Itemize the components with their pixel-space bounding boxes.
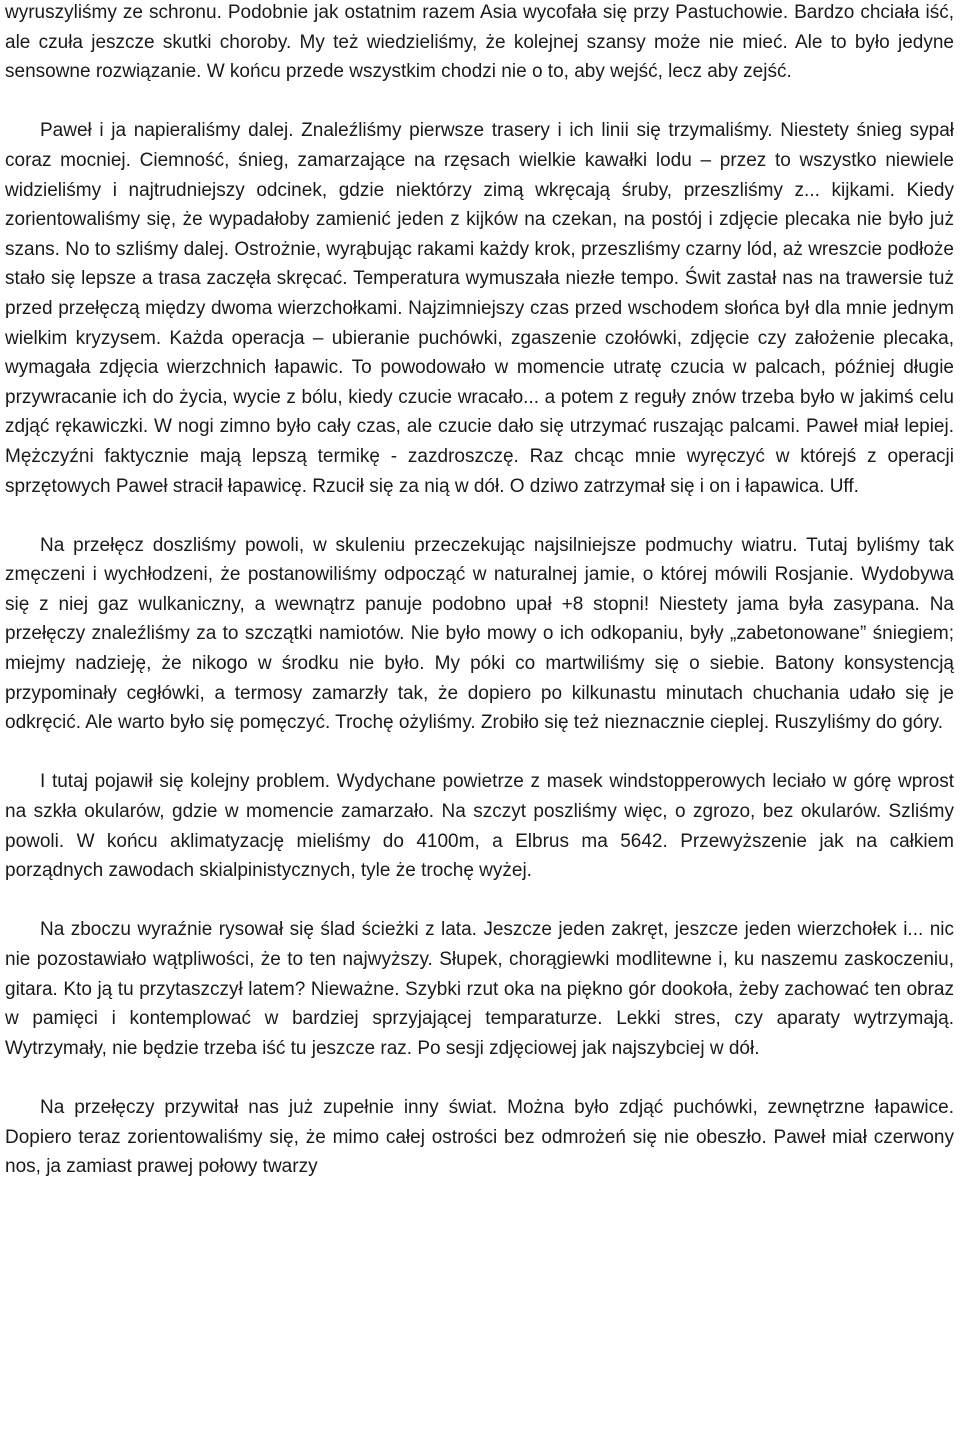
paragraph-spacer (5, 738, 954, 768)
paragraph-spacer (5, 1063, 954, 1093)
paragraph-6: Na przełęczy przywitał nas już zupełnie inny świat. Można było zdjąć puchówki, zewnętrzne łapawice. Dopiero teraz zorientowaliśmy się, że mimo całej ostrości bez odmrożeń się nie obeszło. Paweł miał czerwony nos, ja zamiast prawej połowy twarzy (5, 1096, 954, 1178)
paragraph-2: Paweł i ja napieraliśmy dalej. Znaleźliśmy pierwsze trasery i ich linii się trzymaliśmy. Niestety śnieg sypał coraz mocniej. Ciemność, śnieg, zamarzające na rzęsach wielkie kawałki lodu – przez to wszystko niewiele widzieliśmy i najtrudniejszy odcinek, gdzie niektórzy zimą wkręcają śruby, przeszliśmy z... kijkami. Kiedy zorientowaliśmy się, że wypadałoby zamienić jeden z kijków na czekan, na postój i zdjęcie plecaka nie było już szans. No to szliśmy dalej. Ostrożnie, wyrąbując rakami każdy krok, przeszliśmy czarny lód, aż wreszcie podłoże stało się lepsze a trasa zaczęła skręcać. Temperatura wymuszała niezłe tempo. Świt zastał nas na trawersie tuż przed przełęczą między dwoma wierzchołkami. Najzimniejszy czas przed wschodem słońca był dla mnie jednym wielkim kryzysem. Każda operacja – ubieranie puchówki, zgaszenie czołówki, zdjęcie czy założenie plecaka, wymagała zdjęcia wierzchnich łapawic. To powodowało w momencie utratę czucia w palcach, później długie przywracanie ich do życia, wycie z bólu, kiedy czucie wracało... a potem z reguły znów trzeba było w jakimś celu zdjąć rękawiczki. W nogi zimno było cały czas, ale czucie dało się utrzymać ruszając palcami. Paweł miał lepiej. Mężczyźni faktycznie mają lepszą termikę - zazdroszczę. Raz chcąc mnie wyręczyć w którejś z operacji sprzętowych Paweł stracił łapawicę. Rzucił się za nią w dół. O dziwo zatrzymał się i on i łapawica. Uff. (5, 120, 954, 497)
paragraph-5: Na zboczu wyraźnie rysował się ślad ścieżki z lata. Jeszcze jeden zakręt, jeszcze jeden wierzchołek i... nic nie pozostawiało wątpliwości, że to ten najwyższy. Słupek, chorągiewki modlitewne i, ku naszemu zaskoczeniu, gitara. Kto ją tu przytaszczył latem? Nieważne. Szybki rzut oka na piękno gór dookoła, żeby zachować ten obraz w pamięci i kontemplować w bardziej sprzyjającej temparaturze. Lekki stres, czy aparaty wytrzymają. Wytrzymały, nie będzie trzeba iść tu jeszcze raz. Po sesji zdjęciowej jak najszybciej w dół. (5, 919, 954, 1059)
paragraph-4: I tutaj pojawił się kolejny problem. Wydychane powietrze z masek windstopperowych leciało w górę wprost na szkła okularów, gdzie w momencie zamarzało. Na szczyt poszliśmy więc, o zgrozo, bez okularów. Szliśmy powoli. W końcu aklimatyzację mieliśmy do 4100m, a Elbrus ma 5642. Przewyższenie jak na całkiem porządnych zawodach skialpinistycznych, tyle że trochę wyżej. (5, 771, 954, 882)
paragraph-spacer (5, 501, 954, 531)
paragraph-spacer (5, 87, 954, 117)
paragraph-spacer (5, 886, 954, 916)
paragraph-3: Na przełęcz doszliśmy powoli, w skuleniu przeczekując najsilniejsze podmuchy wiatru. Tutaj byliśmy tak zmęczeni i wychłodzeni, że postanowiliśmy odpocząć w naturalnej jamie, o której mówili Rosjanie. Wydobywa się z niej gaz wulkaniczny, a wewnątrz panuje podobno upał +8 stopni! Niestety jama była zasypana. Na przełęczy znaleźliśmy za to szczątki namiotów. Nie było mowy o ich odkopaniu, były „zabetonowane” śniegiem; miejmy nadzieję, że nikogo w środku nie było. My póki co martwiliśmy się o siebie. Batony konsystencją przypominały cegłówki, a termosy zamarzły tak, że dopiero po kilkunastu minutach chuchania udało się je odkręcić. Ale warto było się pomęczyć. Trochę ożyliśmy. Zrobiło się też nieznacznie cieplej. Ruszyliśmy do góry. (5, 534, 954, 734)
paragraph-1: wyruszyliśmy ze schronu. Podobnie jak ostatnim razem Asia wycofała się przy Pastuchowie. Bardzo chciała iść, ale czuła jeszcze skutki choroby. My też wiedzieliśmy, że kolejnej szansy może nie mieć. Ale to było jedyne sensowne rozwiązanie. W końcu przede wszystkim chodzi nie o to, aby wejść, lecz aby zejść. (5, 2, 954, 83)
